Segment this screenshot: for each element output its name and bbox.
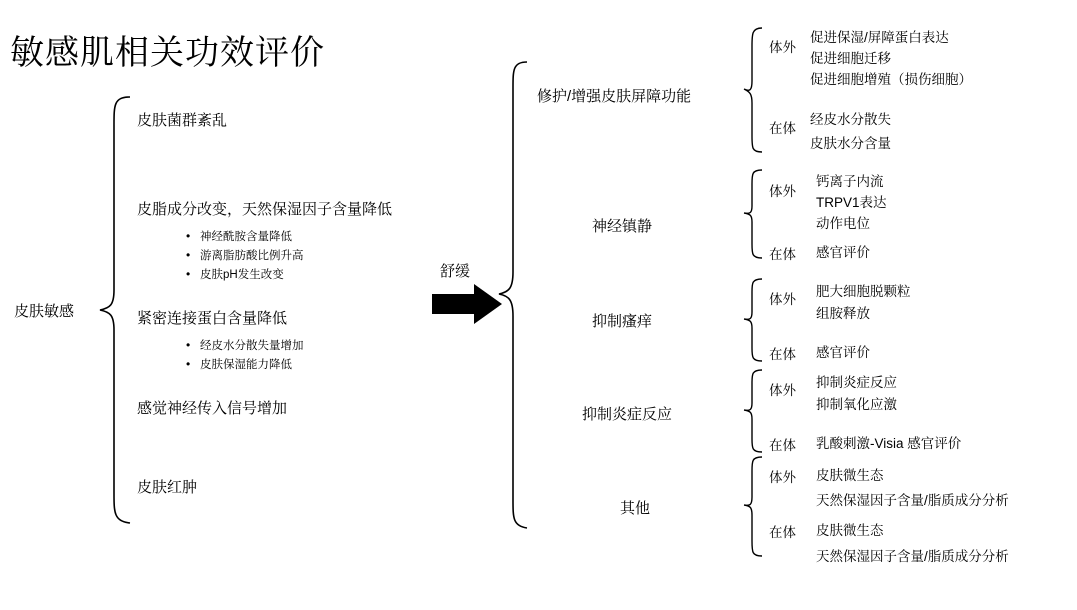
group-label-1-1: 在体 <box>769 247 796 262</box>
cause-label-1: 皮脂成分改变，天然保湿因子含量降低 <box>137 201 393 218</box>
function-brace-4 <box>742 455 768 559</box>
cause-label-4: 皮肤红肿 <box>137 479 198 496</box>
group-label-3-0: 体外 <box>769 383 796 398</box>
root-node-label: 皮肤敏感 <box>14 303 75 320</box>
leaf-1-0-2: 动作电位 <box>816 216 870 231</box>
leaf-2-1-0: 感官评价 <box>816 345 870 360</box>
leaf-4-0-0: 皮肤微生态 <box>816 468 884 483</box>
cause-bullets-2 <box>184 337 304 375</box>
group-label-1-0: 体外 <box>769 184 796 199</box>
leaf-0-0-1: 促进细胞迁移 <box>810 51 891 66</box>
leaf-4-1-1: 天然保湿因子含量/脂质成分分析 <box>816 549 1009 564</box>
leaf-0-0-0: 促进保湿/屏障蛋白表达 <box>810 30 949 45</box>
function-label-3: 抑制炎症反应 <box>582 406 673 423</box>
leaf-2-0-0: 肥大细胞脱颗粒 <box>816 284 911 299</box>
cause-bullet-2-0: • 经皮水分散失量增加 <box>184 337 304 356</box>
leaf-1-0-1: TRPV1表达 <box>816 195 887 210</box>
function-brace-1 <box>742 168 768 260</box>
leaf-1-1-0: 感官评价 <box>816 245 870 260</box>
group-label-4-1: 在体 <box>769 525 796 540</box>
cause-bullet-1-2: • 皮肤pH发生改变 <box>184 266 304 285</box>
group-label-0-1: 在体 <box>769 121 796 136</box>
middle-brace <box>495 60 535 530</box>
cause-bullet-1-1: • 游离脂肪酸比例升高 <box>184 247 304 266</box>
leaf-0-0-2: 促进细胞增殖（损伤细胞） <box>810 72 972 87</box>
function-brace-3 <box>742 368 768 454</box>
group-label-3-1: 在体 <box>769 438 796 453</box>
leaf-0-1-0: 经皮水分散失 <box>810 112 891 127</box>
function-brace-2 <box>742 277 768 363</box>
page-title: 敏感肌相关功效评价 <box>10 34 325 72</box>
leaf-1-0-0: 钙离子内流 <box>816 174 884 189</box>
leaf-3-0-0: 抑制炎症反应 <box>816 375 897 390</box>
function-brace-0 <box>742 26 768 154</box>
cause-bullet-1-0: • 神经酰胺含量降低 <box>184 228 304 247</box>
leaf-4-0-1: 天然保湿因子含量/脂质成分分析 <box>816 493 1009 508</box>
function-label-4: 其他 <box>620 500 651 517</box>
group-label-2-1: 在体 <box>769 347 796 362</box>
arrow-label: 舒缓 <box>440 263 471 280</box>
group-label-2-0: 体外 <box>769 292 796 307</box>
cause-bullet-2-1: • 皮肤保湿能力降低 <box>184 356 304 375</box>
function-label-2: 抑制瘙痒 <box>592 313 653 330</box>
cause-label-3: 感觉神经传入信号增加 <box>137 400 288 417</box>
group-label-0-0: 体外 <box>769 40 796 55</box>
cause-label-2: 紧密连接蛋白含量降低 <box>137 310 288 327</box>
leaf-3-0-1: 抑制氧化应激 <box>816 397 897 412</box>
leaf-2-0-1: 组胺释放 <box>816 306 870 321</box>
cause-bullets-1 <box>184 228 304 285</box>
left-brace <box>96 95 136 525</box>
leaf-0-1-1: 皮肤水分含量 <box>810 136 891 151</box>
function-label-0: 修护/增强皮肤屏障功能 <box>537 88 692 105</box>
function-label-1: 神经镇静 <box>592 218 653 235</box>
leaf-4-1-0: 皮肤微生态 <box>816 523 884 538</box>
leaf-3-1-0: 乳酸刺激-Visia 感官评价 <box>816 436 962 451</box>
group-label-4-0: 体外 <box>769 470 796 485</box>
cause-label-0: 皮肤菌群紊乱 <box>137 112 228 129</box>
